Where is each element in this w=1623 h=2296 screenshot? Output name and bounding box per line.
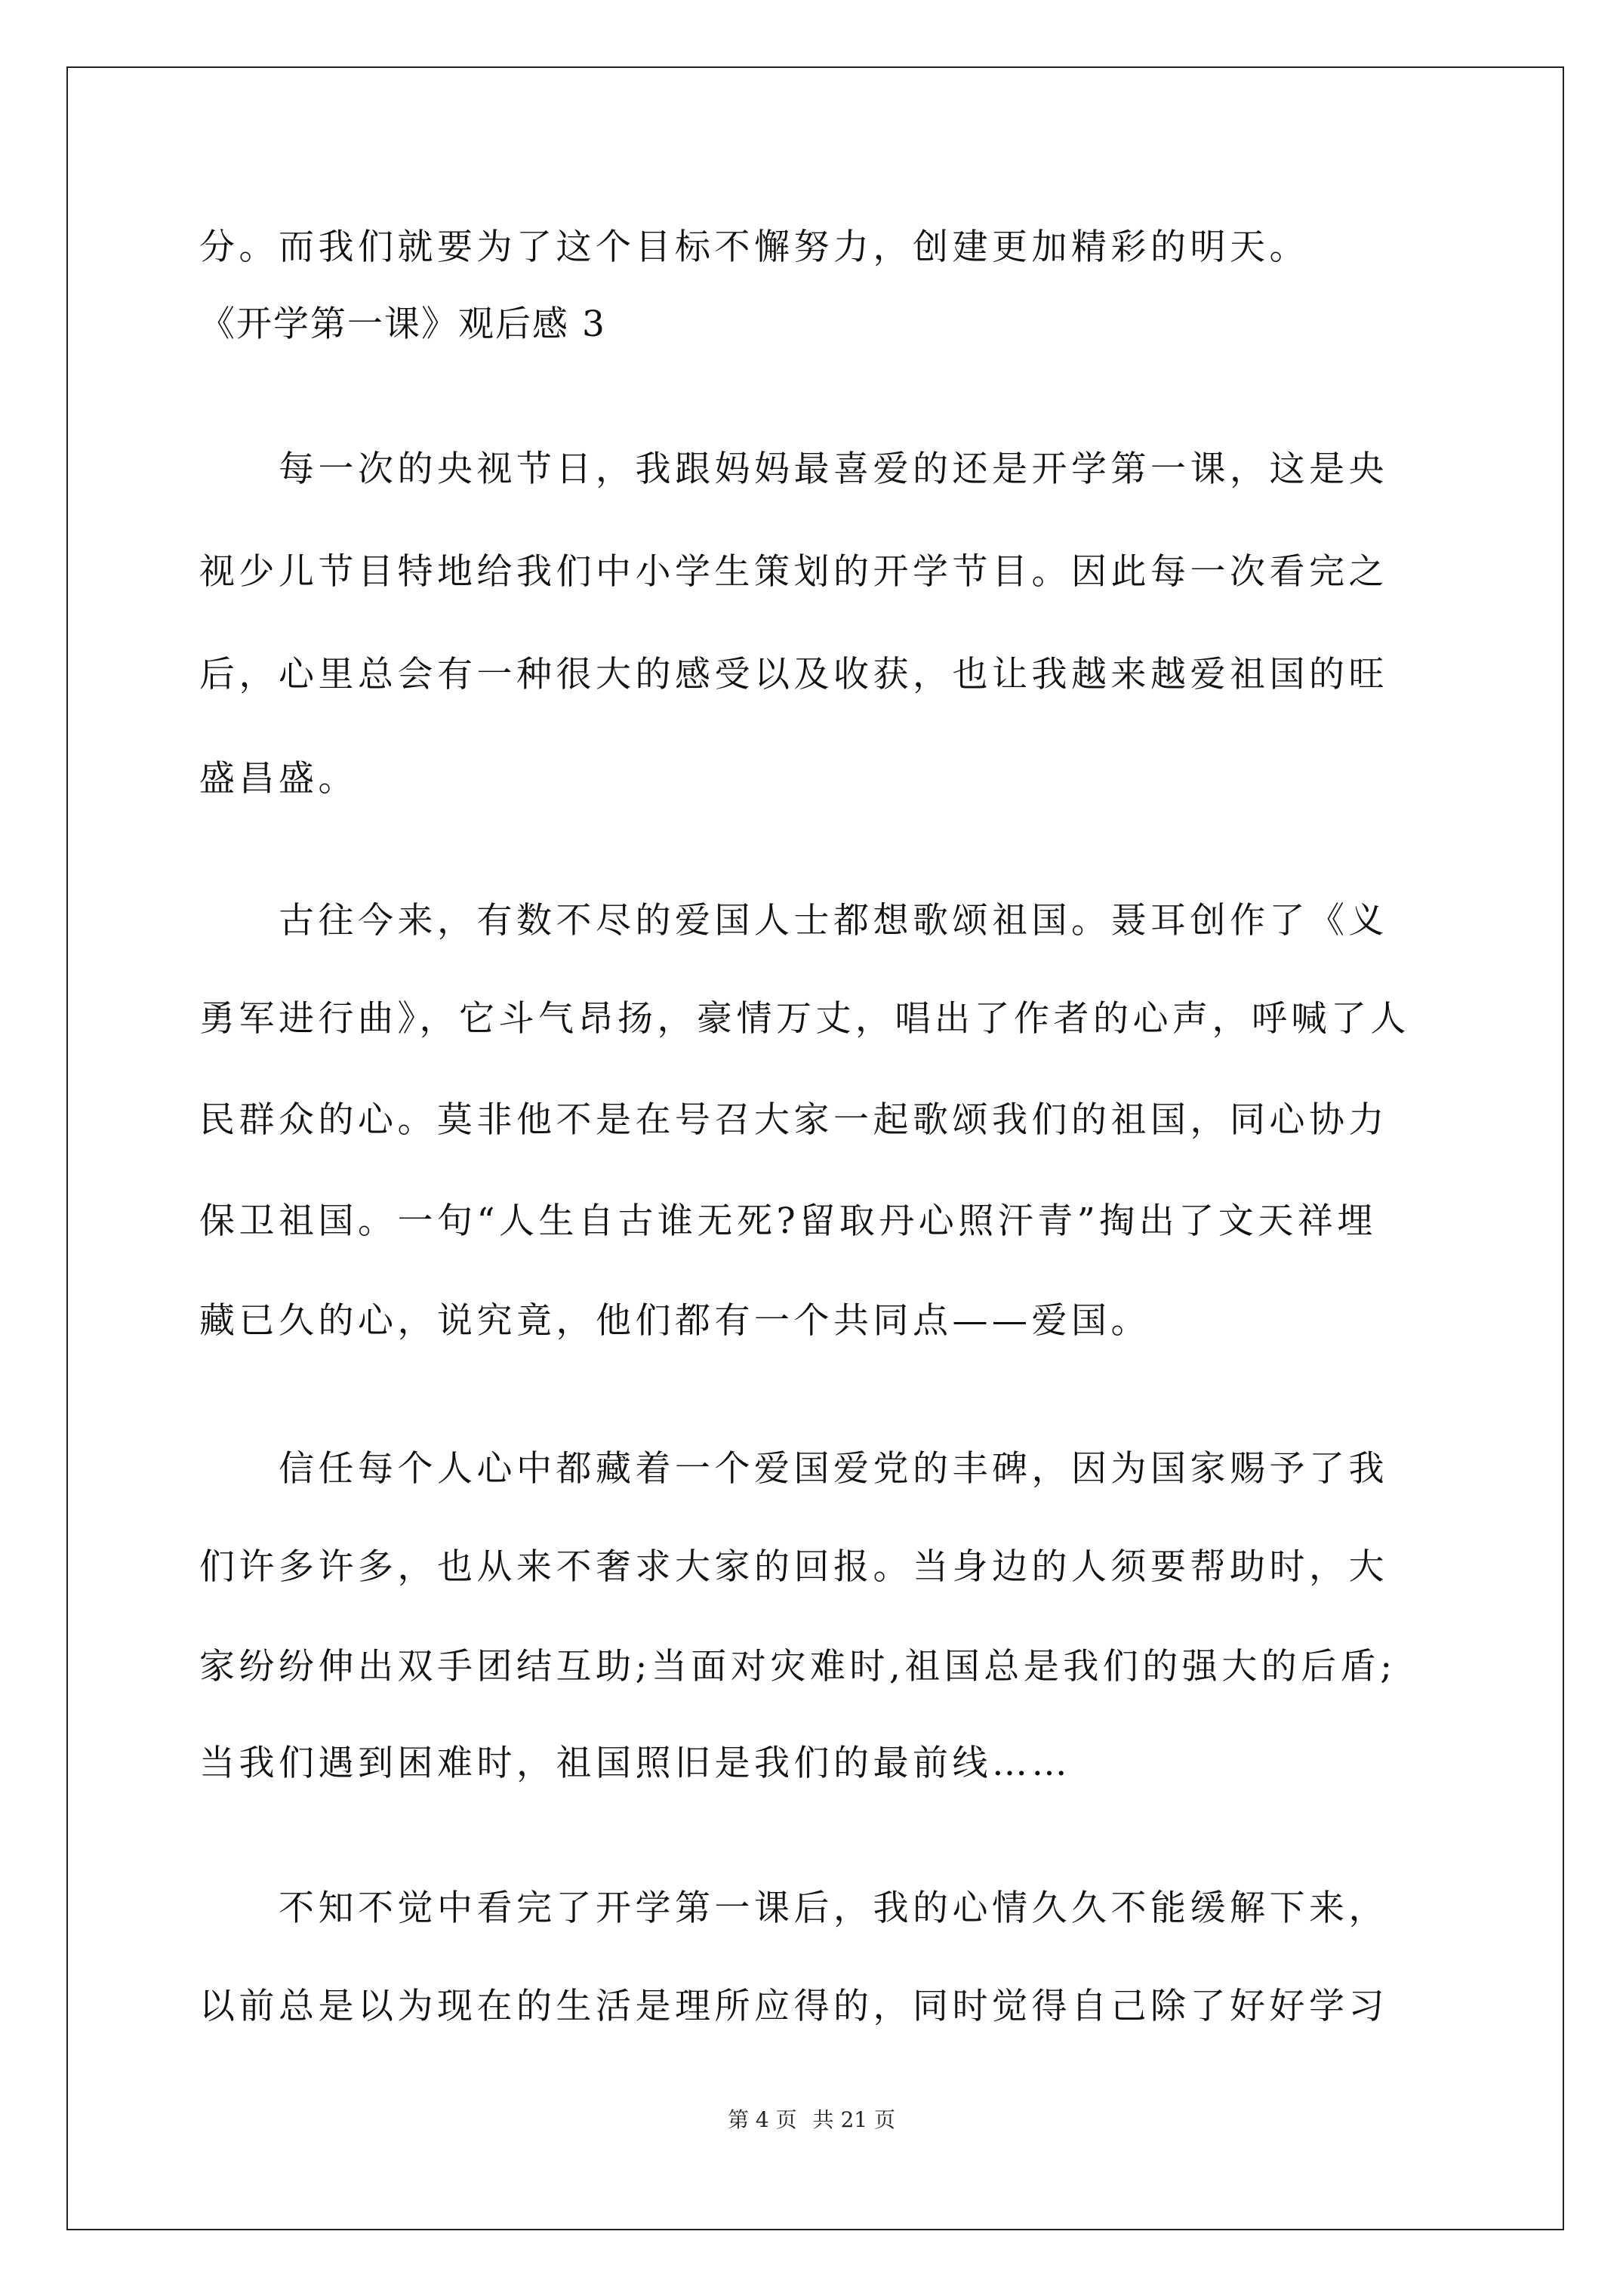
text-line: 不知不觉中看完了开学第一课后，我的心情久久不能缓解下来， bbox=[199, 1888, 1388, 1929]
text-line: 勇军进行曲》，它斗气昂扬，豪情万丈，唱出了作者的心声，呼喊了人 bbox=[199, 998, 1410, 1040]
text-line: 保卫祖国。一句“人生自古谁无死?留取丹心照汗青”掏出了文天祥埋 bbox=[199, 1200, 1377, 1242]
text-line: 当我们遇到困难时，祖国照旧是我们的最前线…… bbox=[199, 1743, 1071, 1784]
text-line: 盛昌盛。 bbox=[199, 758, 358, 800]
text-line: 家纷纷伸出双手团结互助;当面对灾难时,祖国总是我们的强大的后盾; bbox=[199, 1646, 1397, 1687]
page-footer bbox=[0, 2106, 1623, 2134]
text-line: 们许多许多，也从来不奢求大家的回报。当身边的人须要帮助时，大 bbox=[199, 1546, 1388, 1588]
page-number: 第 4 页 bbox=[728, 2107, 797, 2132]
section-heading: 《开学第一课》观后感 3 bbox=[199, 304, 606, 345]
text-line: 分。而我们就要为了这个目标不懈努力，创建更加精彩的明天。 bbox=[199, 227, 1309, 268]
text-line: 民群众的心。莫非他不是在号召大家一起歌颂我们的祖国，同心协力 bbox=[199, 1099, 1388, 1141]
text-line: 以前总是以为现在的生活是理所应得的，同时觉得自己除了好好学习 bbox=[199, 1986, 1388, 2027]
text-line: 古往今来，有数不尽的爱国人士都想歌颂祖国。聂耳创作了《义 bbox=[199, 900, 1388, 942]
text-line: 每一次的央视节日，我跟妈妈最喜爱的还是开学第一课，这是央 bbox=[199, 448, 1388, 490]
text-line: 藏已久的心，说究竟，他们都有一个共同点——爱国。 bbox=[199, 1300, 1150, 1342]
text-line: 视少儿节目特地给我们中小学生策划的开学节目。因此每一次看完之 bbox=[199, 551, 1388, 593]
page-total: 共 21 页 bbox=[812, 2107, 895, 2132]
text-line: 后，心里总会有一种很大的感受以及收获，也让我越来越爱祖国的旺 bbox=[199, 654, 1388, 695]
text-line: 信任每个人心中都藏着一个爱国爱党的丰碑，因为国家赐予了我 bbox=[199, 1448, 1388, 1490]
